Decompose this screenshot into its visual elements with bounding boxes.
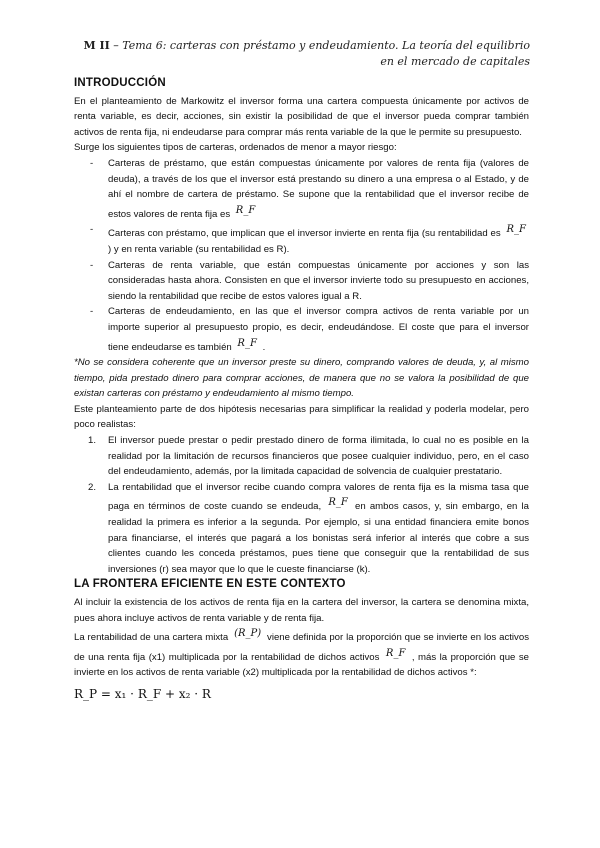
rf-symbol: R_F [237,337,257,349]
bullet: - [90,259,94,271]
list-item-text: Carteras con préstamo, que implican que el inversor invierte en renta fija (su rentabilidad es [108,228,501,240]
list-item [74,480,529,578]
content [74,76,529,703]
note: *No se considera coherente que un inversor preste su dinero, comprando valores de deuda, y, al mismo tiempo, pida prestado dinero para comprar acciones, de manera que no se valora la posibilidad de que existan carteras con préstamo y endeudamiento al mismo tiempo. [74,357,529,400]
rf-symbol: R_F [385,647,406,659]
frontier-paragraph-1: Al incluir la existencia de los activos de renta fija en la cartera del inversor, la cartera se denomina mixta, pues ahora incluye activos de renta variable y de renta fija. [74,597,529,624]
list-item [74,258,529,305]
section-title-intro: INTRODUCCIÓN [74,77,166,89]
list-item-tail: en ambos casos, y, sin embargo, en la realidad la primera es inferior a la segunda. Por ejemplo, si una entidad financiera emite bonos para financiarse, el interés que pagará a los bonistas será inferior al interés que cobre a sus clientes cuando les conceda préstamos, pues tiene que conseguir que la rentabilidad de sus inversiones (r) sea mayor que lo que le cueste financiarse (k). [108,501,529,575]
p2-part-b: viene definida por la proporción que se invierte en los activos de una renta fija (x1) multiplicada por la rentabilidad de dichos activos [74,632,529,663]
list-item-text: El inversor puede prestar o pedir prestado dinero de forma ilimitada, lo cual no es posible en la realidad por la limitación de recursos financieros que posee cualquier individuo, pero, en el caso del endeudamiento, además, por la limitada capacidad de solvencia de cualquier prestatario. [108,435,529,478]
item-number: 2. [88,481,97,493]
list-item [74,304,529,355]
bullet: - [90,306,94,318]
list-item-text: La rentabilidad que el inversor recibe cuando compra valores de renta fija es la misma tasa que paga en términos de coste cuando se endeuda, [108,481,529,513]
rp-symbol: (R_P) [234,628,262,640]
frontier-paragraph-2 [74,626,529,681]
item-number: 1. [88,435,97,447]
portfolio-return-formula: R_P = x₁ · R_F + x₂ · R [74,686,211,701]
header-text: – Tema 6: carteras con préstamo y endeudamiento. La teoría del equilibrio en el mercado de capitales [113,39,530,68]
intro-paragraph-2: Surge los siguientes tipos de carteras, ordenados de menor a mayor riesgo: [74,142,397,154]
rf-symbol: R_F [235,204,256,216]
list-item-text: Carteras de renta variable, que están compuestas únicamente por acciones y son las consideradas hasta ahora. Consisten en que el inversor invierte todo su presupuesto en acciones, siendo la rentabilidad que recibe de estos valores igual a R. [108,259,529,302]
intro-paragraph-1: En el planteamiento de Markowitz el inversor forma una cartera compuesta únicamente por activos de renta variable, es decir, acciones, sin existir la posibilidad de que el inversor pueda comprar también activos de renta fija, ni endeudarse para comprar más renta variable de la que le permite su presupuesto. [74,95,529,138]
bullet: - [90,224,94,236]
list-item-tail: ) y en renta variable (su rentabilidad es R). [108,243,290,255]
list-item [74,433,529,480]
list-item [74,222,529,257]
list-item-tail: . [262,341,266,353]
list-item-text: Carteras de endeudamiento, en las que el inversor compra activos de renta variable por un importe superior al presupuesto propio, es decir, endeudándose. El coste que para el inversor tiene endeudarse es también [108,306,529,353]
hypotheses-list [74,433,529,577]
header-prefix: M II [83,39,110,52]
list-item-text: Carteras de préstamo, que están compuestas únicamente por valores de renta fija (valores de deuda), a través de los que el inversor está prestando su dinero a una empresa o al Estado, y de ahí el nombre de cartera de préstamo. Se supone que la rentabilidad que el inversor recibe de estos valores de renta fija es [108,157,529,220]
rf-symbol: R_F [328,497,348,509]
portfolio-types-list [74,156,529,355]
list-item [74,156,529,222]
rf-symbol: R_F [506,224,526,236]
p2-part-a: La rentabilidad de una cartera mixta [74,632,229,644]
p2-part-c: , más la proporción que se invierte en los activos de renta variable (x2) multiplicada por la rentabilidad de dichos activos *: [74,651,529,679]
page-header [70,38,530,70]
bullet: - [90,157,94,169]
intro-paragraph-3: Este planteamiento parte de dos hipótesis necesarias para simplificar la realidad y poderla modelar, pero poco realistas: [74,403,529,431]
section-title-frontier: LA FRONTERA EFICIENTE EN ESTE CONTEXTO [74,578,346,591]
